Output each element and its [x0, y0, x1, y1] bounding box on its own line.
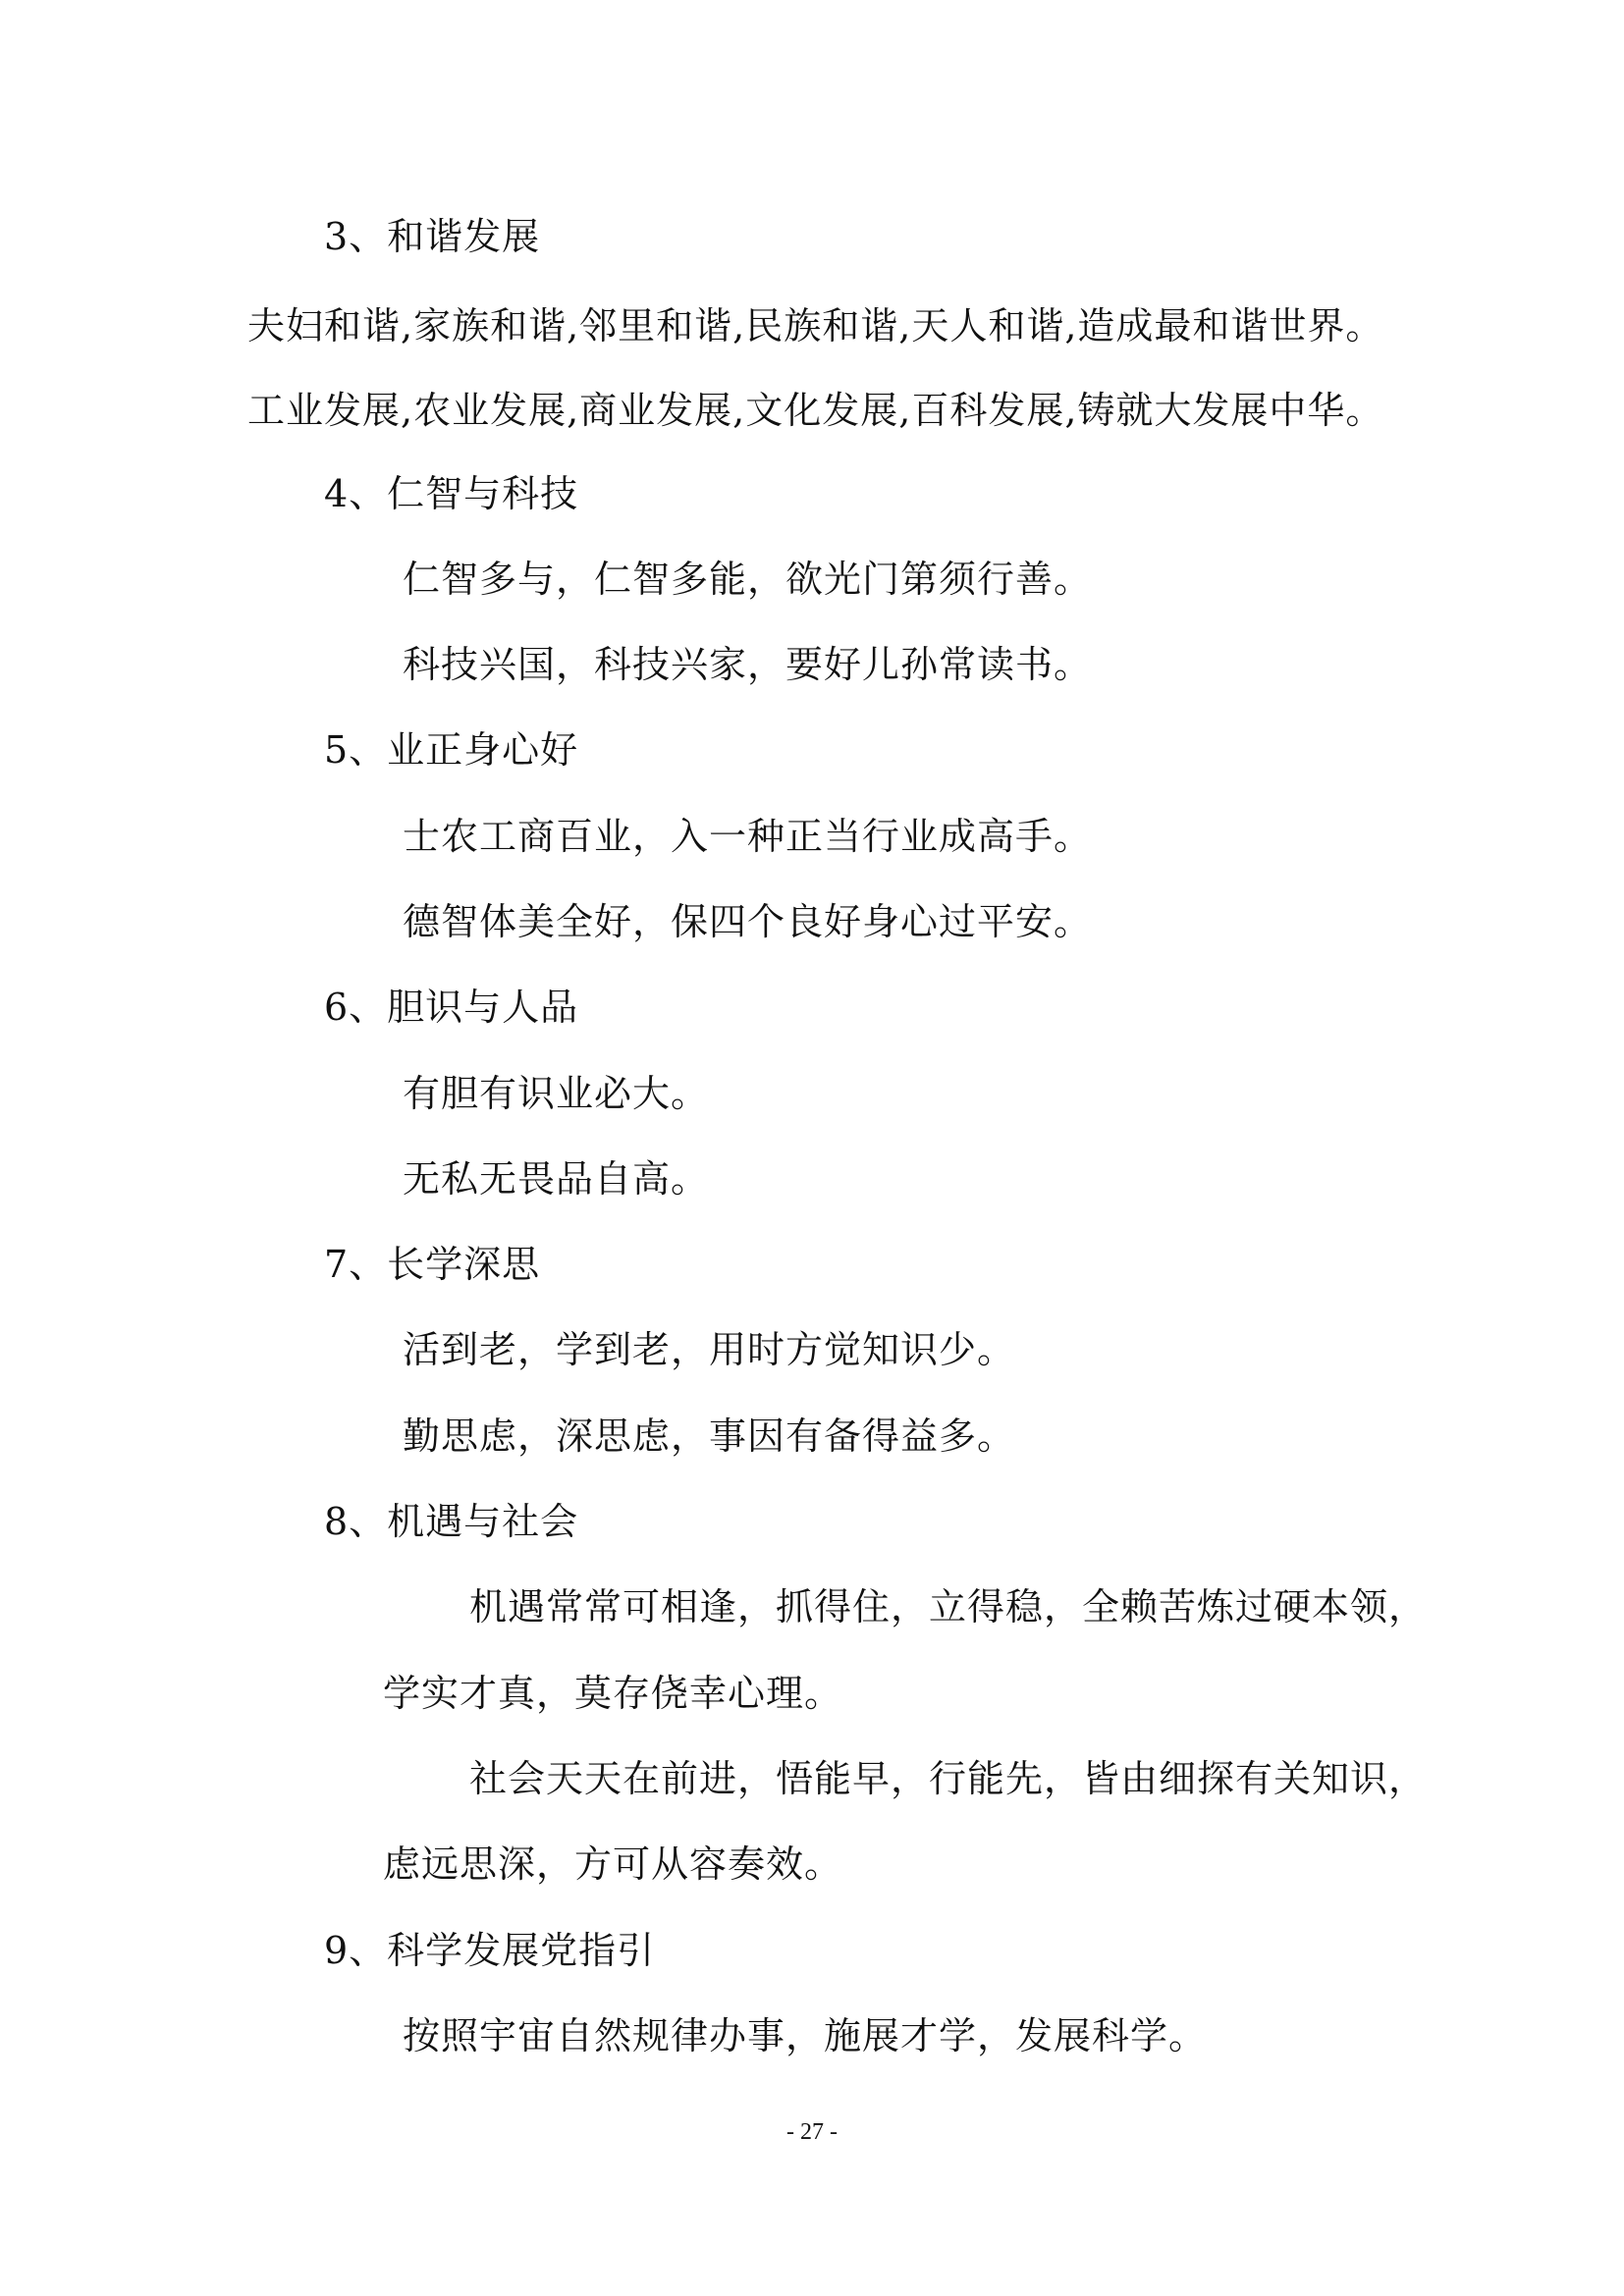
body-line: 机遇常常可相逢，抓得住，立得稳，全赖苦炼过硬本领， — [469, 1585, 1428, 1629]
section-heading: 6、胆识与人品 — [324, 986, 579, 1029]
body-line: 社会天天在前进，悟能早，行能先，皆由细探有关知识， — [469, 1757, 1428, 1800]
section-heading: 9、科学发展党指引 — [324, 1929, 656, 1972]
body-line: 德智体美全好，保四个良好身心过平安。 — [403, 900, 1093, 943]
body-line: 无私无畏品自高。 — [403, 1157, 710, 1201]
section-heading: 7、长学深思 — [324, 1243, 541, 1286]
body-line: 按照宇宙自然规律办事，施展才学，发展科学。 — [403, 2014, 1208, 2057]
body-line: 虑远思深，方可从容奏效。 — [383, 1842, 843, 1886]
section-heading: 5、业正身心好 — [324, 728, 579, 772]
body-line: 夫妇和谐,家族和谐,邻里和谐,民族和谐,天人和谐,造成最和谐世界。 — [247, 304, 1384, 347]
body-line: 仁智多与，仁智多能，欲光门第须行善。 — [403, 558, 1093, 601]
section-heading: 4、仁智与科技 — [324, 472, 579, 515]
body-line: 勤思虑，深思虑，事因有备得益多。 — [403, 1415, 1016, 1458]
body-line: 有胆有识业必大。 — [403, 1072, 710, 1115]
section-heading: 3、和谐发展 — [324, 215, 541, 258]
section-heading: 8、机遇与社会 — [324, 1500, 579, 1543]
body-line: 学实才真，莫存侥幸心理。 — [383, 1672, 843, 1715]
body-line: 士农工商百业，入一种正当行业成高手。 — [403, 815, 1093, 858]
body-line: 科技兴国，科技兴家，要好儿孙常读书。 — [403, 643, 1093, 686]
body-line: 活到老，学到老，用时方觉知识少。 — [403, 1328, 1016, 1371]
body-line: 工业发展,农业发展,商业发展,文化发展,百科发展,铸就大发展中华。 — [247, 389, 1384, 432]
page-number: - 27 - — [786, 2119, 838, 2145]
